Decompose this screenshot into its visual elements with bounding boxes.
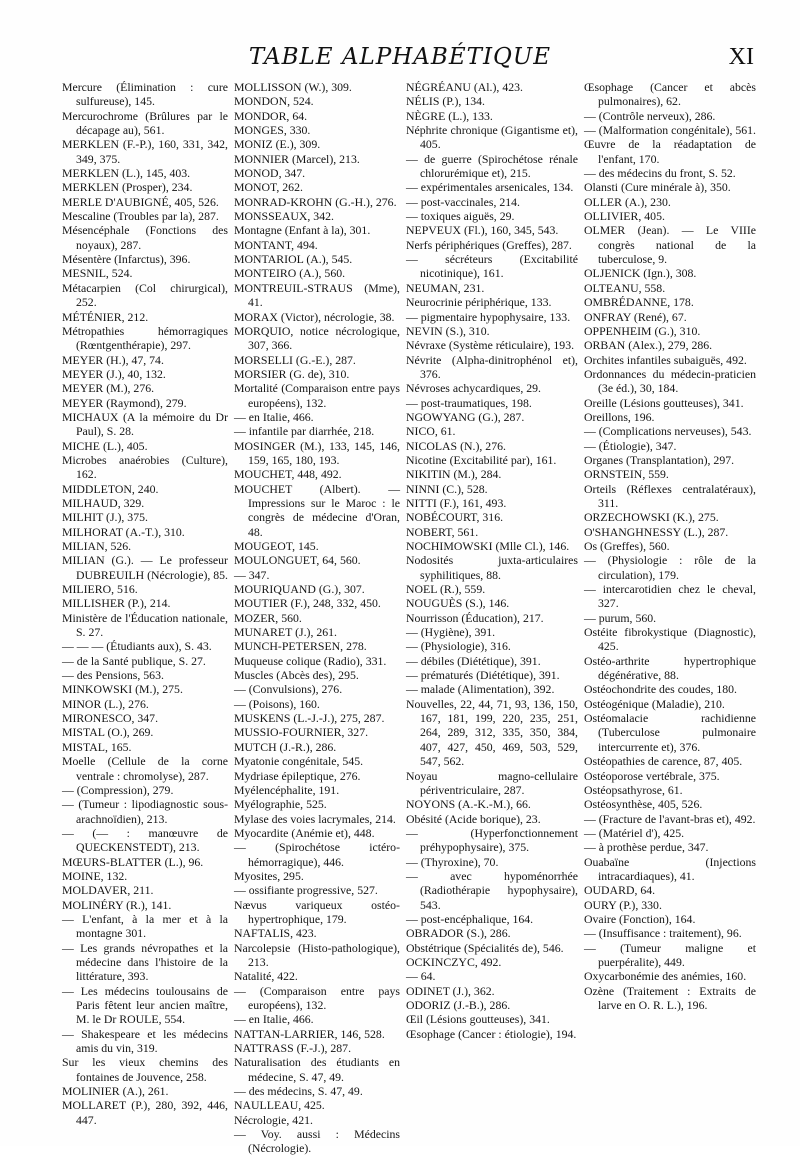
index-entry: MIRONESCO, 347. (62, 711, 159, 726)
index-entry: — intercarotidien chez le cheval, 327. (584, 582, 756, 611)
index-entry: Métropathies hémorragiques (Rœntgenthérapie), 297. (62, 323, 228, 353)
index-entry: Ozène (Traitement : Extraits de larve en O. R. L.), 196. (584, 983, 756, 1012)
index-entry: — post-traumatiques, 198. (406, 395, 532, 410)
index-entry: Ostéomalacie rachidienne (Tuberculose pulmonaire intercurrente et), 376. (584, 711, 756, 754)
index-entry: — 347. (234, 567, 270, 582)
index-entry: Ostéopsathyrose, 61. (584, 782, 683, 797)
index-entry: Ostéoporose vertébrale, 375. (584, 768, 720, 783)
page-number: XI (728, 44, 754, 70)
index-entry: — post-encéphalique, 164. (406, 911, 534, 926)
index-entry: MISTAL, 165. (62, 739, 132, 754)
index-entry: Mylase des voies lacrymales, 214. (234, 811, 396, 826)
index-entry: MERKLEN (F.-P.), 160, 331, 342, 349, 375. (62, 137, 228, 166)
index-entry: — (Matériel d'), 425. (584, 825, 685, 840)
index-entry: NICOLAS (N.), 276. (406, 438, 506, 453)
index-entry: — Les médecins toulousains de Paris fêtent leur ancien maître, M. le Dr ROULE, 554. (62, 983, 228, 1027)
index-entry: NATTRASS (F.-J.), 287. (234, 1041, 352, 1056)
index-entry: MINOR (L.), 276. (62, 696, 149, 711)
page-title: TABLE ALPHABÉTIQUE (248, 44, 552, 70)
index-entry: Muqueuse colique (Radio), 331. (234, 653, 387, 668)
index-entry: Mydriase épileptique, 276. (234, 768, 361, 783)
index-entry: — des médecins du front, S. 52. (584, 166, 736, 181)
index-entry: Ovaire (Fonction), 164. (584, 911, 696, 926)
index-entry: — (Hyperfonctionnement préhypophysaire), 375. (406, 825, 578, 855)
index-entry: MONDON, 524. (234, 94, 314, 109)
index-entry: OMBRÉDANNE, 178. (584, 295, 694, 310)
index-entry: MILHORAT (A.-T.), 310. (62, 524, 185, 539)
index-entry: Mésencéphale (Fonctions des noyaux), 287. (62, 223, 228, 252)
index-entry: Muscles (Abcès des), 295. (234, 668, 359, 683)
index-entry: MORSELLI (G.-E.), 287. (234, 352, 356, 367)
index-entry: NÉLIS (P.), 134. (406, 94, 485, 109)
index-entry: NICO, 61. (406, 424, 456, 439)
index-entry: — (Fracture de l'avant-bras et), 492. (584, 811, 756, 826)
index-entry: MOZER, 560. (234, 610, 302, 625)
index-entry: MORAX (Victor), nécrologie, 38. (234, 309, 395, 324)
index-entry: — prématurés (Diététique), 391. (406, 668, 560, 683)
index-entry: NOCHIMOWSKI (Mlle Cl.), 146. (406, 539, 570, 553)
index-entry: MESNIL, 524. (62, 266, 133, 281)
index-entry: ORBAN (Alex.), 279, 286. (584, 338, 713, 353)
index-entry: OLTEANU, 558. (584, 280, 666, 295)
index-entry: Nécrologie, 421. (234, 1112, 313, 1127)
index-entry: MONTARIOL (A.), 545. (234, 252, 353, 267)
index-entry: MONRAD-KROHN (G.-H.), 276. (234, 194, 397, 209)
index-entry: Narcolepsie (Histo-pathologique), 213. (234, 940, 400, 969)
index-entry: OURY (P.), 330. (584, 897, 662, 912)
index-entry: MOUCHET (Albert). — Impressions sur le Maroc : le congrès de médecine d'Oran, 48. (234, 481, 400, 539)
index-entry: Métacarpien (Col chirurgical), 252. (62, 280, 228, 310)
index-entry: NGOWYANG (G.), 287. (406, 409, 525, 424)
index-entry: MEYER (Raymond), 279. (62, 395, 187, 410)
index-entry: ODINET (J.), 362. (406, 983, 495, 998)
index-entry: MEYER (M.), 276. (62, 381, 155, 396)
index-entry: NOBÉCOURT, 316. (406, 510, 504, 525)
index-entry: MÉTÉNIER, 212. (62, 309, 149, 324)
index-entry: MUSKENS (L.-J.-J.), 275, 287. (234, 711, 385, 726)
index-entry: ONFRAY (René), 67. (584, 309, 687, 324)
index-entry: MOUCHET, 448, 492. (234, 467, 342, 482)
index-entry: MONGES, 330. (234, 123, 311, 138)
index-entry: Ostéo-arthrite hypertrophique dégénérative, 88. (584, 653, 756, 683)
index-entry: MOINE, 132. (62, 868, 128, 883)
index-entry: — de guerre (Spirochétose rénale chlorurémique et), 215. (406, 151, 578, 181)
index-entry: Myosites, 295. (234, 868, 304, 883)
index-entry: Orchites infantiles subaiguës, 492. (584, 352, 747, 367)
index-entry: Obstétrique (Spécialités de), 546. (406, 940, 564, 955)
index-entry: NOUGUÈS (S.), 146. (406, 596, 510, 611)
index-entry: Orteils (Réflexes centralatéraux), 311. (584, 481, 756, 510)
index-column-2 (234, 80, 400, 1156)
index-entry: Néphrite chronique (Gigantisme et), 405. (406, 123, 578, 152)
index-entry: MILIAN (G.). — Le professeur DUBREUILH (Nécrologie), 85. (62, 553, 229, 582)
index-entry: — sécréteurs (Excitabilité nicotinique), 161. (406, 252, 578, 281)
index-entry: — (Complications nerveuses), 543. (584, 424, 752, 439)
index-entry: Myélencéphalite, 191. (234, 782, 340, 797)
index-entry: — des Pensions, 563. (62, 668, 164, 683)
index-entry: MOLLARET (P.), 280, 392, 446, 447. (62, 1098, 228, 1127)
index-entry: MONSSEAUX, 342. (234, 209, 334, 224)
index-entry: — en Italie, 466. (234, 1012, 314, 1027)
index-entry: — Voy. aussi : Médecins (Nécrologie). (234, 1127, 400, 1156)
index-entry: — (Thyroxine), 70. (406, 854, 499, 869)
index-entry: OLLER (A.), 230. (584, 194, 671, 209)
index-entry: — post-vaccinales, 214. (406, 194, 521, 209)
index-entry: Sur les vieux chemins des fontaines de Jouvence, 258. (62, 1055, 228, 1084)
index-entry: NÈGRE (L.), 133. (406, 108, 493, 123)
index-entry: — à prothèse perdue, 347. (584, 840, 709, 855)
index-entry: — (Insuffisance : traitement), 96. (584, 926, 742, 941)
index-entry: Myatonie congénitale, 545. (234, 754, 364, 769)
index-entry: Ordonnances du médecin-praticien (3e éd.), 30, 184. (584, 366, 756, 396)
index-entry: NOYONS (A.-K.-M.), 66. (406, 797, 531, 812)
index-entry: Nicotine (Excitabilité par), 161. (406, 452, 557, 467)
index-entry: MINKOWSKI (M.), 275. (62, 682, 183, 697)
index-entry: — L'enfant, à la mer et à la montagne 301. (62, 911, 228, 941)
index-entry: — (Comparaison entre pays européens), 132. (234, 983, 400, 1012)
index-entry: MERKLEN (L.), 145, 403. (62, 166, 191, 181)
index-entry: — 64. (406, 969, 436, 984)
index-entry: Mescaline (Troubles par la), 287. (62, 209, 219, 224)
page-header (0, 44, 800, 84)
index-entry: Nævus variqueux ostéo-hypertrophique, 179. (234, 897, 400, 926)
index-entry: NINNI (C.), 528. (406, 481, 488, 496)
index-entry: MOULONGUET, 64, 560. (234, 553, 361, 568)
index-entry: MOSINGER (M.), 133, 145, 146, 159, 165, 180, 193. (234, 438, 400, 467)
index-entry: MICHE (L.), 405. (62, 438, 148, 453)
index-entry: — pigmentaire hypophysaire, 133. (406, 309, 571, 324)
index-entry: — malade (Alimentation), 392. (406, 682, 555, 697)
index-entry: — (Malformation congénitale), 561. (584, 123, 756, 138)
index-entry: Névraxe (Système réticulaire), 193. (406, 338, 575, 353)
index-column-1 (62, 80, 228, 1156)
index-entry: — (Hygiène), 391. (406, 625, 496, 640)
index-entry: MILHAUD, 329. (62, 495, 145, 510)
index-entry: NAFTALIS, 423. (234, 926, 317, 941)
index-entry: OUDARD, 64. (584, 883, 656, 898)
index-entry: OLLIVIER, 405. (584, 209, 665, 224)
index-entry: Myocardite (Anémie et), 448. (234, 825, 375, 840)
index-column-4 (584, 80, 756, 1156)
index-entry: MILIERO, 516. (62, 582, 138, 597)
index-entry: — avec hypoménorrhée (Radiothérapie hypophysaire), 543. (406, 868, 578, 912)
index-entry: Œuvre de la réadaptation de l'enfant, 170. (584, 137, 756, 166)
index-entry: — purum, 560. (584, 610, 657, 625)
index-entry: MILLISHER (P.), 214. (62, 596, 171, 611)
index-entry: Myélographie, 525. (234, 797, 327, 812)
index-entry: — (Tumeur maligne et puerpéralite), 449. (584, 940, 756, 969)
index-entry: MISTAL (O.), 269. (62, 725, 154, 740)
index-entry: Os (Greffes), 560. (584, 539, 670, 553)
index-entry: Ostéosynthèse, 405, 526. (584, 797, 703, 812)
index-entry: MONOT, 262. (234, 180, 303, 195)
index-entry: NITTI (F.), 161, 493. (406, 495, 507, 510)
index-entry: — toxiques aiguës, 29. (406, 209, 515, 224)
index-entry: Ostéopathies de carence, 87, 405. (584, 754, 743, 769)
index-entry: NATTAN-LARRIER, 146, 528. (234, 1026, 385, 1041)
index-entry: — (Tumeur : lipodiagnostic sous-arachnoïdien), 213. (62, 797, 228, 826)
index-entry: MILIAN, 526. (62, 539, 132, 553)
index-entry: — — — (Étudiants aux), S. 43. (62, 639, 212, 654)
index-entry: — (Convulsions), 276. (234, 682, 343, 697)
index-entry: MOLDAVER, 211. (62, 883, 154, 898)
index-entry: MONDOR, 64. (234, 108, 308, 123)
index-entry: MOUTIER (F.), 248, 332, 450. (234, 596, 381, 611)
index-columns (62, 80, 762, 1156)
index-entry: MERLE D'AUBIGNÉ, 405, 526. (62, 194, 219, 209)
index-entry: — (Contrôle nerveux), 286. (584, 108, 716, 123)
index-entry: — en Italie, 466. (234, 409, 314, 424)
index-entry: — (Spirochétose ictéro-hémorragique), 446. (234, 840, 400, 869)
index-entry: Mésentère (Infarctus), 396. (62, 252, 191, 267)
index-entry: MONTREUIL-STRAUS (Mme), 41. (234, 280, 400, 310)
index-entry: ORNSTEIN, 559. (584, 467, 669, 482)
index-entry: MUNARET (J.), 261. (234, 625, 338, 640)
index-entry: Olansti (Cure minérale à), 350. (584, 180, 731, 195)
index-entry: MORSIER (G. de), 310. (234, 366, 350, 381)
index-entry: MUTCH (J.-R.), 286. (234, 739, 337, 754)
index-entry: — débiles (Diététique), 391. (406, 653, 541, 668)
index-entry: MUNCH-PETERSEN, 278. (234, 639, 367, 654)
index-entry: MOLINIER (A.), 261. (62, 1084, 169, 1099)
index-entry: Organes (Transplantation), 297. (584, 452, 735, 467)
index-entry: MONTEIRO (A.), 560. (234, 266, 346, 281)
index-entry: MEYER (J.), 40, 132. (62, 366, 166, 381)
index-entry: Neurocrinie périphérique, 133. (406, 295, 552, 310)
index-entry: Oxycarbonémie des anémies, 160. (584, 969, 747, 984)
index-entry: MONIZ (E.), 309. (234, 137, 321, 152)
index-entry: Ministère de l'Éducation nationale, S. 27. (62, 610, 228, 640)
index-entry: Nodosités juxta-articulaires syphilitiques, 88. (406, 553, 578, 582)
index-entry: MOLINÉRY (R.), 141. (62, 897, 172, 912)
index-entry: NOBERT, 561. (406, 524, 479, 539)
index-entry: — de la Santé publique, S. 27. (62, 653, 206, 668)
index-entry: OLJENICK (Ign.), 308. (584, 266, 697, 281)
index-entry: — ossifiante progressive, 527. (234, 883, 378, 898)
index-entry: — (Compression), 279. (62, 782, 174, 797)
index-entry: NEUMAN, 231. (406, 280, 485, 295)
index-entry: MOLLISSON (W.), 309. (234, 80, 352, 94)
index-entry: OBRADOR (S.), 286. (406, 926, 511, 941)
index-entry: Nerfs périphériques (Greffes), 287. (406, 237, 572, 252)
index-entry: — des médecins, S. 47, 49. (234, 1084, 363, 1099)
index-entry: MIDDLETON, 240. (62, 481, 159, 496)
index-entry: MORQUIO, notice nécrologique, 307, 366. (234, 323, 400, 353)
index-entry: NEPVEUX (Fl.), 160, 345, 543. (406, 223, 559, 238)
index-entry: OPPENHEIM (G.), 310. (584, 323, 701, 338)
index-entry: — Shakespeare et les médecins amis du vin, 319. (62, 1026, 228, 1056)
index-entry: Œsophage (Cancer et abcès pulmonaires), 62. (584, 80, 756, 109)
index-entry: Mortalité (Comparaison entre pays européens), 132. (234, 381, 400, 410)
index-entry: — (Physiologie : rôle de la circulation), 179. (584, 553, 756, 582)
index-entry: Moelle (Cellule de la corne ventrale : chromolyse), 287. (62, 754, 228, 783)
index-entry: Œil (Lésions goutteuses), 341. (406, 1012, 550, 1027)
index-entry: — Les grands névropathes et la médecine dans l'histoire de la littérature, 393. (62, 940, 228, 984)
index-entry: OLMER (Jean). — Le VIIIe congrès national de la tuberculose, 9. (584, 223, 756, 267)
index-entry: MONNIER (Marcel), 213. (234, 151, 360, 166)
index-entry: MUSSIO-FOURNIER, 327. (234, 725, 369, 740)
index-entry: Ostéite fibrokystique (Diagnostic), 425. (584, 625, 756, 654)
index-entry: MILHIT (J.), 375. (62, 510, 148, 525)
index-entry: Obésité (Acide borique), 23. (406, 811, 541, 826)
index-entry: Montagne (Enfant à la), 301. (234, 223, 371, 238)
index-entry: MOURIQUAND (G.), 307. (234, 582, 365, 597)
index-entry: MONOD, 347. (234, 166, 306, 181)
index-entry: MICHAUX (A la mémoire du Dr Paul), S. 28. (62, 409, 228, 439)
index-entry: OCKINCZYC, 492. (406, 954, 502, 969)
index-entry: Oreille (Lésions goutteuses), 341. (584, 395, 744, 410)
index-entry: Névroses achycardiques, 29. (406, 381, 541, 396)
index-entry: — (— : manœuvre de QUECKENSTEDT), 213. (62, 825, 228, 855)
index-column-3 (406, 80, 578, 1156)
index-entry: — infantile par diarrhée, 218. (234, 424, 375, 439)
index-entry: MŒURS-BLATTER (L.), 96. (62, 854, 204, 869)
index-entry: — (Étiologie), 347. (584, 438, 677, 453)
index-entry: Nouvelles, 22, 44, 71, 93, 136, 150, 167, 181, 199, 220, 235, 251, 264, 289, 312, 335, 350, 384, 407, 427, 450, 469, 503, 529, 547, 562. (406, 696, 578, 769)
index-entry: NOEL (R.), 559. (406, 582, 486, 597)
index-entry: Natalité, 422. (234, 969, 298, 984)
index-entry: MERKLEN (Prosper), 234. (62, 180, 193, 195)
index-entry: Naturalisation des étudiants en médecine, S. 47, 49. (234, 1055, 400, 1084)
index-entry: Microbes anaérobies (Culture), 162. (62, 452, 228, 482)
index-entry: Névrite (Alpha-dinitrophénol et), 376. (406, 352, 578, 381)
index-entry: Ostéogénique (Maladie), 210. (584, 696, 725, 711)
index-entry: Œsophage (Cancer : étiologie), 194. (406, 1026, 577, 1041)
index-entry: NEVIN (S.), 310. (406, 323, 490, 338)
index-entry: MOUGEOT, 145. (234, 539, 319, 553)
index-entry: — (Physiologie), 316. (406, 639, 511, 654)
index-entry: Noyau magno-cellulaire périventriculaire, 287. (406, 768, 578, 797)
index-entry: O'SHANGHNESSY (L.), 287. (584, 524, 729, 539)
index-entry: NIKITIN (M.), 284. (406, 467, 502, 482)
index-entry: Mercure (Élimination : cure sulfureuse), 145. (62, 80, 228, 109)
index-entry: Mercurochrome (Brûlures par le décapage au), 561. (62, 108, 228, 138)
index-entry: — expérimentales arsenicales, 134. (406, 180, 574, 195)
index-entry: ORZECHOWSKI (K.), 275. (584, 510, 719, 525)
index-entry: Ouabaïne (Injections intracardiaques), 41. (584, 854, 756, 883)
index-entry: NÉGRÉANU (Al.), 423. (406, 80, 523, 94)
index-entry: Oreillons, 196. (584, 409, 655, 424)
index-entry: Nourrisson (Éducation), 217. (406, 610, 544, 625)
index-entry: ODORIZ (J.-B.), 286. (406, 998, 511, 1012)
index-entry: Ostéochondrite des coudes, 180. (584, 682, 737, 697)
index-entry: MONTANT, 494. (234, 237, 318, 252)
index-entry: NAULLEAU, 425. (234, 1098, 325, 1113)
index-entry: — (Poisons), 160. (234, 696, 320, 711)
index-entry: MEYER (H.), 47, 74. (62, 352, 164, 367)
